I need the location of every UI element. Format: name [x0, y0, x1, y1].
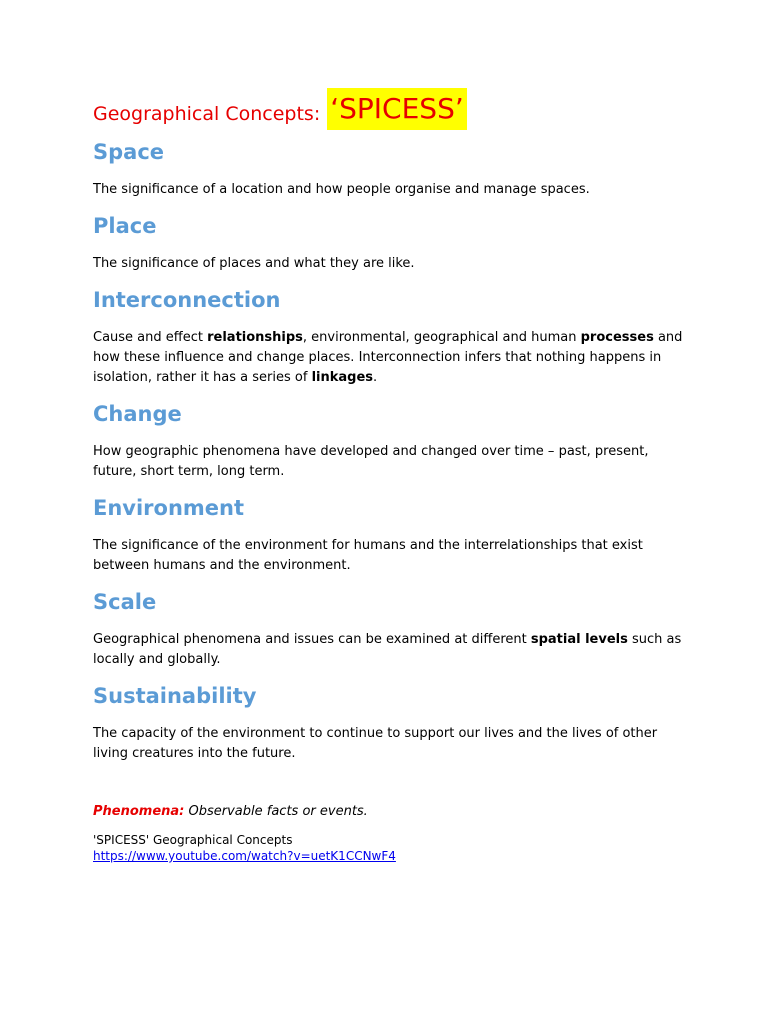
section-sustainability — [93, 682, 693, 764]
phenomena-term: Phenomena: — [93, 804, 185, 819]
section-environment — [93, 494, 693, 576]
text-scale — [93, 630, 693, 670]
document-title — [93, 84, 693, 130]
section-place — [93, 212, 693, 274]
text-fragment: Geographical phenomena and issues can be examined at different — [93, 632, 531, 647]
bold-term-spatial-levels: spatial levels — [530, 632, 628, 647]
phenomena-text: Observable facts or events. — [184, 804, 368, 819]
heading-place: Place — [93, 214, 157, 238]
section-interconnection — [93, 286, 693, 388]
document-page — [93, 84, 693, 864]
heading-environment: Environment — [93, 496, 245, 520]
heading-space: Space — [93, 140, 165, 164]
title-highlight: ‘SPICESS’ — [327, 88, 467, 130]
heading-change: Change — [93, 402, 182, 426]
heading-interconnection: Interconnection — [93, 288, 281, 312]
section-scale — [93, 588, 693, 670]
text-environment: The significance of the environment for humans and the interrelationships that exist between humans and the environment. — [93, 538, 643, 573]
text-fragment: such as locally and globally. — [93, 632, 682, 667]
source-reference — [93, 832, 693, 864]
source-link[interactable]: https://www.youtube.com/watch?v=uetK1CCNwF4 — [93, 849, 396, 863]
text-fragment: , environmental, geographical and human — [302, 330, 581, 345]
text-space: The significance of a location and how people organise and manage spaces. — [93, 182, 590, 197]
text-interconnection — [93, 328, 693, 388]
section-change — [93, 400, 693, 482]
text-sustainability: The capacity of the environment to continue to support our lives and the lives of other living creatures into the future. — [93, 726, 658, 761]
text-fragment: . — [373, 370, 378, 385]
heading-scale: Scale — [93, 590, 157, 614]
text-place: The significance of places and what they are like. — [93, 256, 415, 271]
text-change: How geographic phenomena have developed and changed over time – past, present, future, short term, long term. — [93, 444, 649, 479]
title-prefix: Geographical Concepts: — [93, 103, 321, 125]
bold-term-relationships: relationships — [207, 330, 303, 345]
heading-sustainability: Sustainability — [93, 684, 257, 708]
bold-term-processes: processes — [580, 330, 654, 345]
section-space — [93, 138, 693, 200]
source-label: 'SPICESS' Geographical Concepts — [93, 833, 293, 847]
bold-term-linkages: linkages — [311, 370, 374, 385]
phenomena-definition — [93, 802, 693, 822]
text-fragment: Cause and effect — [93, 330, 208, 345]
text-fragment: and how these influence and change places. Interconnection infers that nothing happens in isolation, rather it has a series of — [93, 330, 683, 385]
